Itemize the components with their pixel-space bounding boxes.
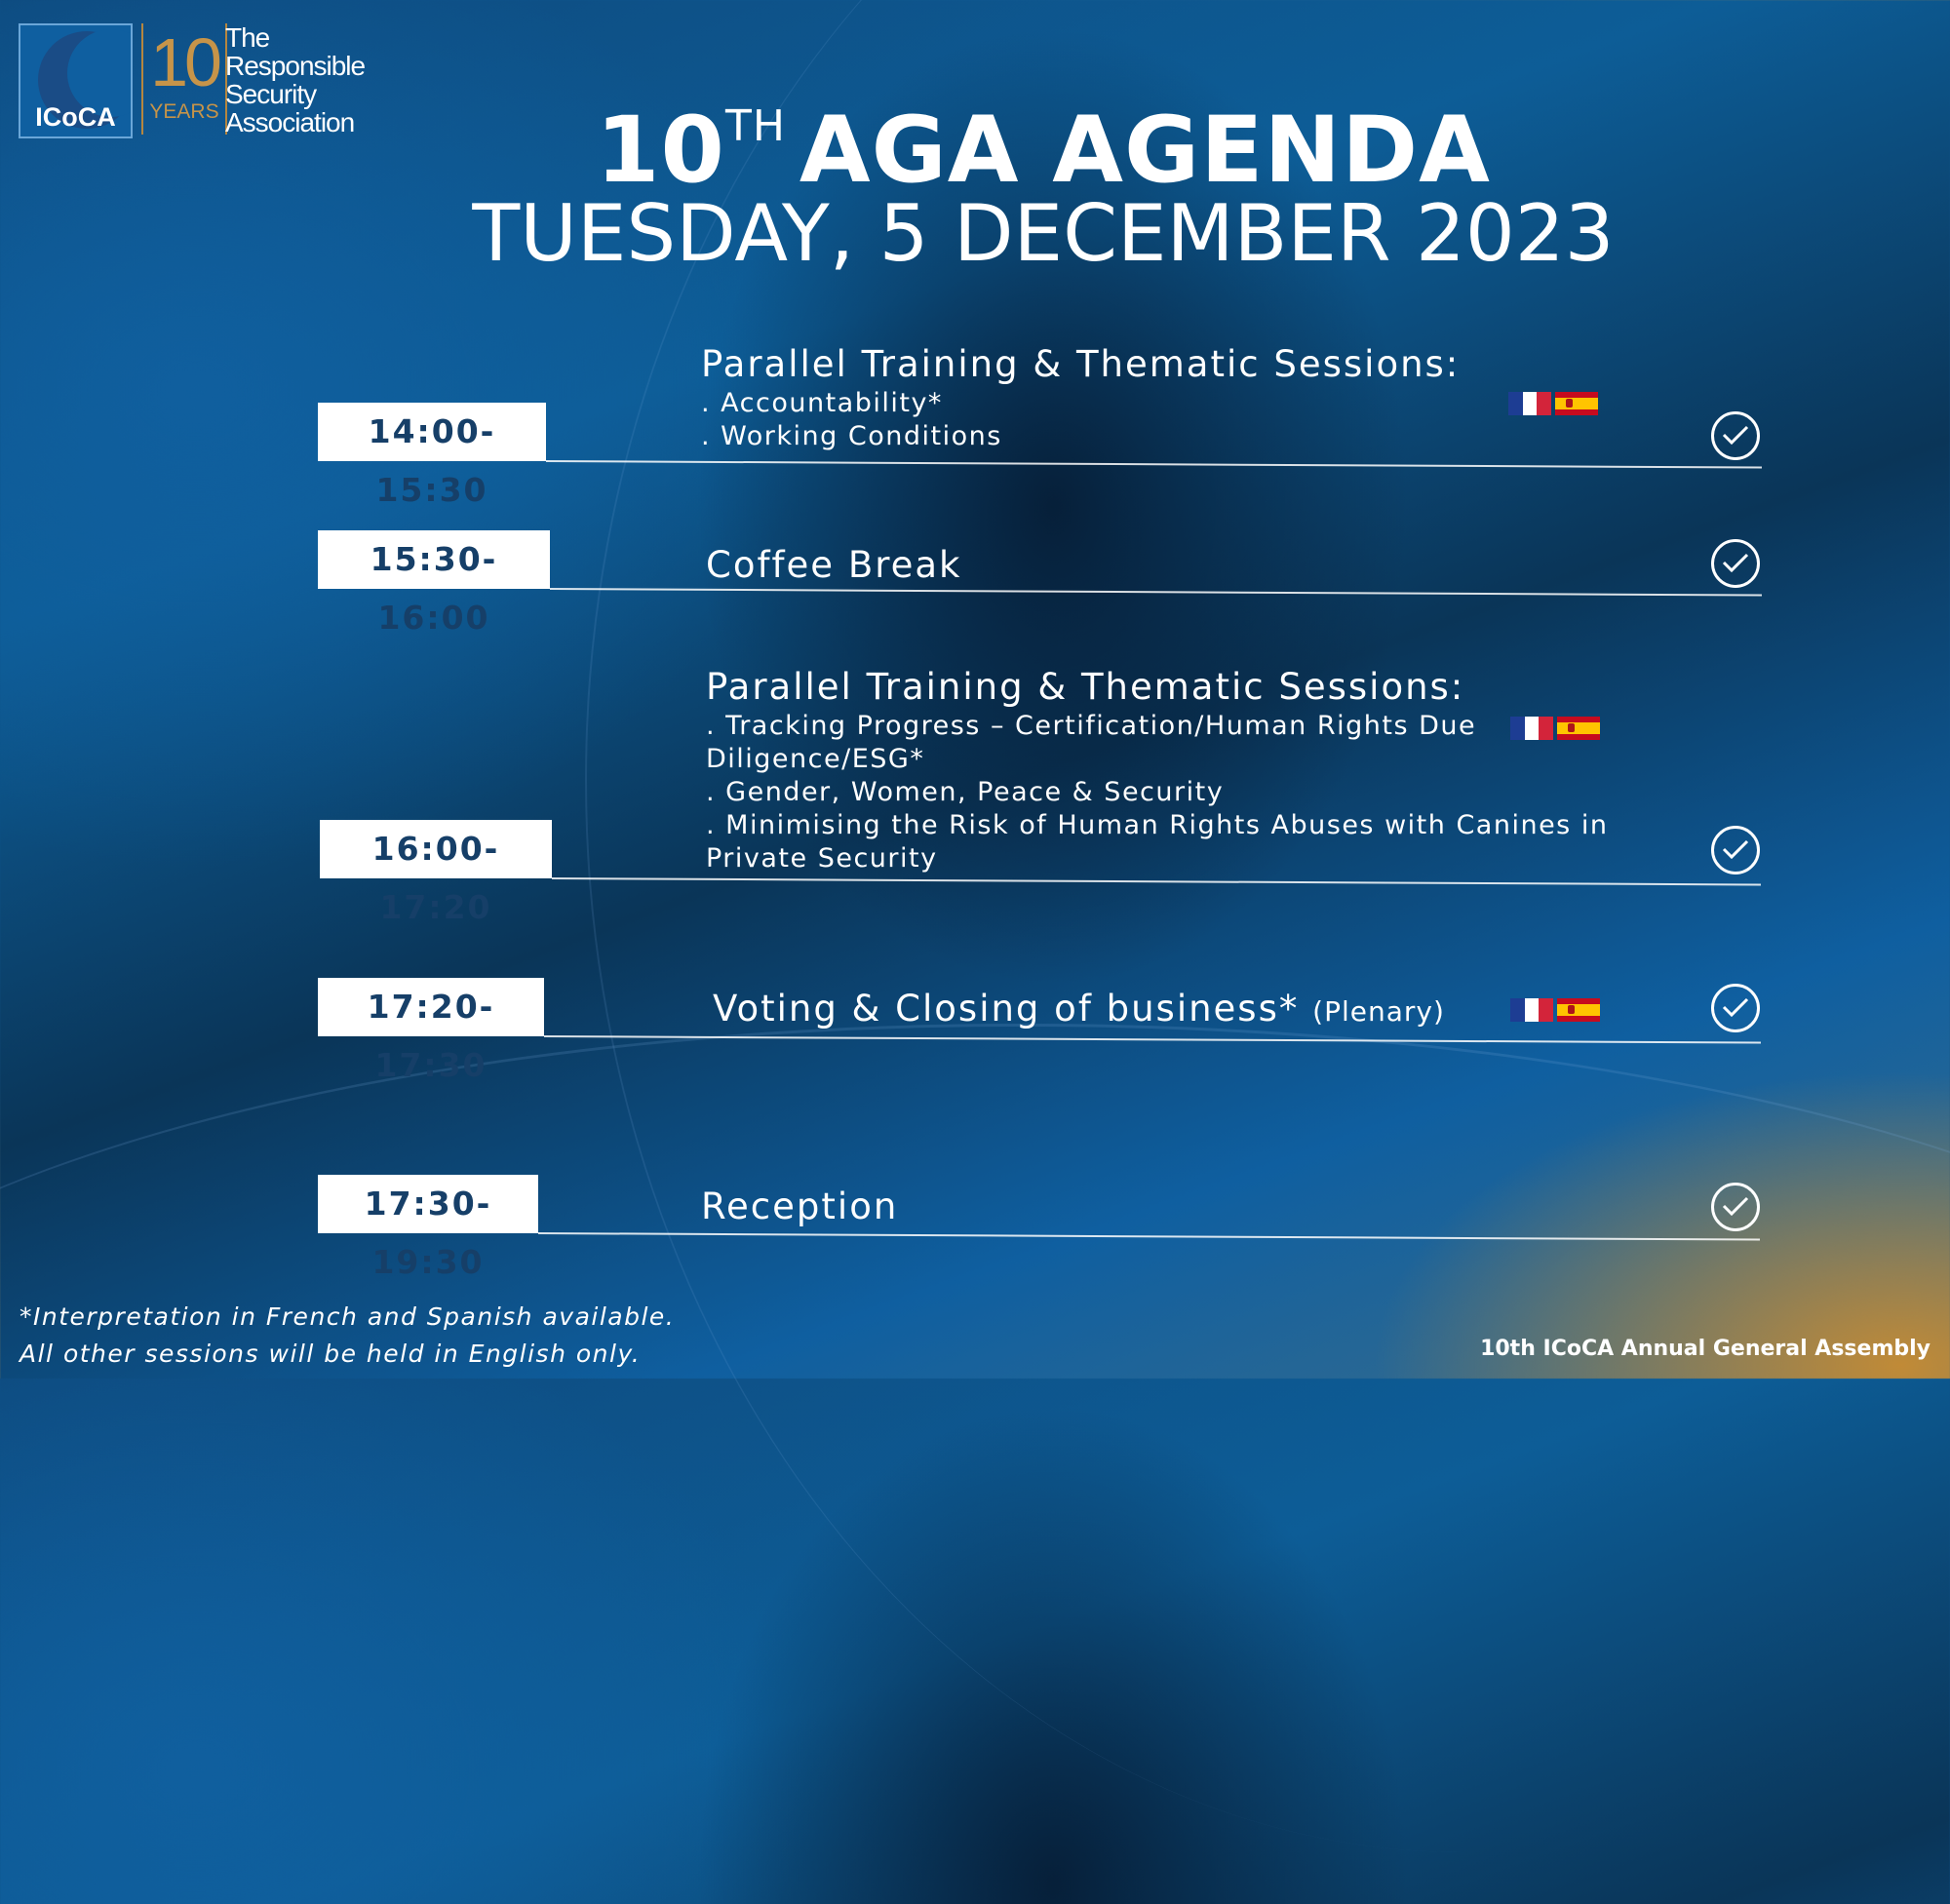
session-item: . Minimising the Risk of Human Rights Abuses with Canines in <box>706 810 1609 840</box>
session-heading: Coffee Break <box>706 544 962 586</box>
logo-acronym: ICoCA <box>35 102 116 132</box>
interpretation-flags <box>1510 998 1600 1022</box>
spain-flag-icon <box>1557 717 1600 740</box>
page-title <box>0 73 1950 205</box>
check-circle-icon <box>1711 539 1760 588</box>
time-badge: 14:00-15:30 <box>318 403 546 461</box>
check-circle-icon <box>1711 984 1760 1032</box>
check-circle-icon <box>1711 411 1760 460</box>
session-item: . Working Conditions <box>701 421 1002 451</box>
session-item: . Accountability* <box>701 388 943 418</box>
session-item: Diligence/ESG* <box>706 744 925 774</box>
title-text: AGA AGENDA <box>799 97 1491 204</box>
logo-years-label: YEARS <box>149 100 219 123</box>
spain-flag-icon <box>1557 998 1600 1022</box>
title-ordinal: TH <box>724 101 786 151</box>
session-heading-text: Voting & Closing of business* <box>713 988 1300 1030</box>
time-badge: 15:30-16:00 <box>318 530 550 589</box>
logo-tagline: The Responsible Security Association <box>225 22 366 137</box>
session-heading: Reception <box>701 1185 899 1227</box>
session-heading: Parallel Training & Thematic Sessions: <box>701 343 1461 385</box>
session-heading <box>713 988 1445 1030</box>
session-heading-suffix: (Plenary) <box>1312 995 1445 1028</box>
time-badge: 16:00-17:20 <box>320 820 552 878</box>
interpretation-note: *Interpretation in French and Spanish available. <box>20 1302 676 1331</box>
logo-years-number: 10 <box>150 24 218 100</box>
session-item: Private Security <box>706 843 938 874</box>
check-circle-icon <box>1711 1183 1760 1231</box>
interpretation-flags <box>1510 717 1600 740</box>
page-date: TUESDAY, 5 DECEMBER 2023 <box>472 188 1615 279</box>
france-flag-icon <box>1508 392 1551 415</box>
check-circle-icon <box>1711 826 1760 874</box>
session-item: . Tracking Progress – Certification/Human Rights Due <box>706 711 1477 741</box>
time-badge: 17:30-19:30 <box>318 1175 538 1233</box>
spain-flag-icon <box>1555 392 1598 415</box>
session-item: . Gender, Women, Peace & Security <box>706 777 1225 807</box>
event-name: 10th ICoCA Annual General Assembly <box>1480 1337 1930 1361</box>
interpretation-flags <box>1508 392 1598 415</box>
time-badge: 17:20-17:30 <box>318 978 544 1036</box>
france-flag-icon <box>1510 998 1553 1022</box>
france-flag-icon <box>1510 717 1553 740</box>
title-number: 10 <box>596 97 725 204</box>
session-heading: Parallel Training & Thematic Sessions: <box>706 666 1465 708</box>
english-only-note: All other sessions will be held in English only. <box>20 1340 642 1368</box>
